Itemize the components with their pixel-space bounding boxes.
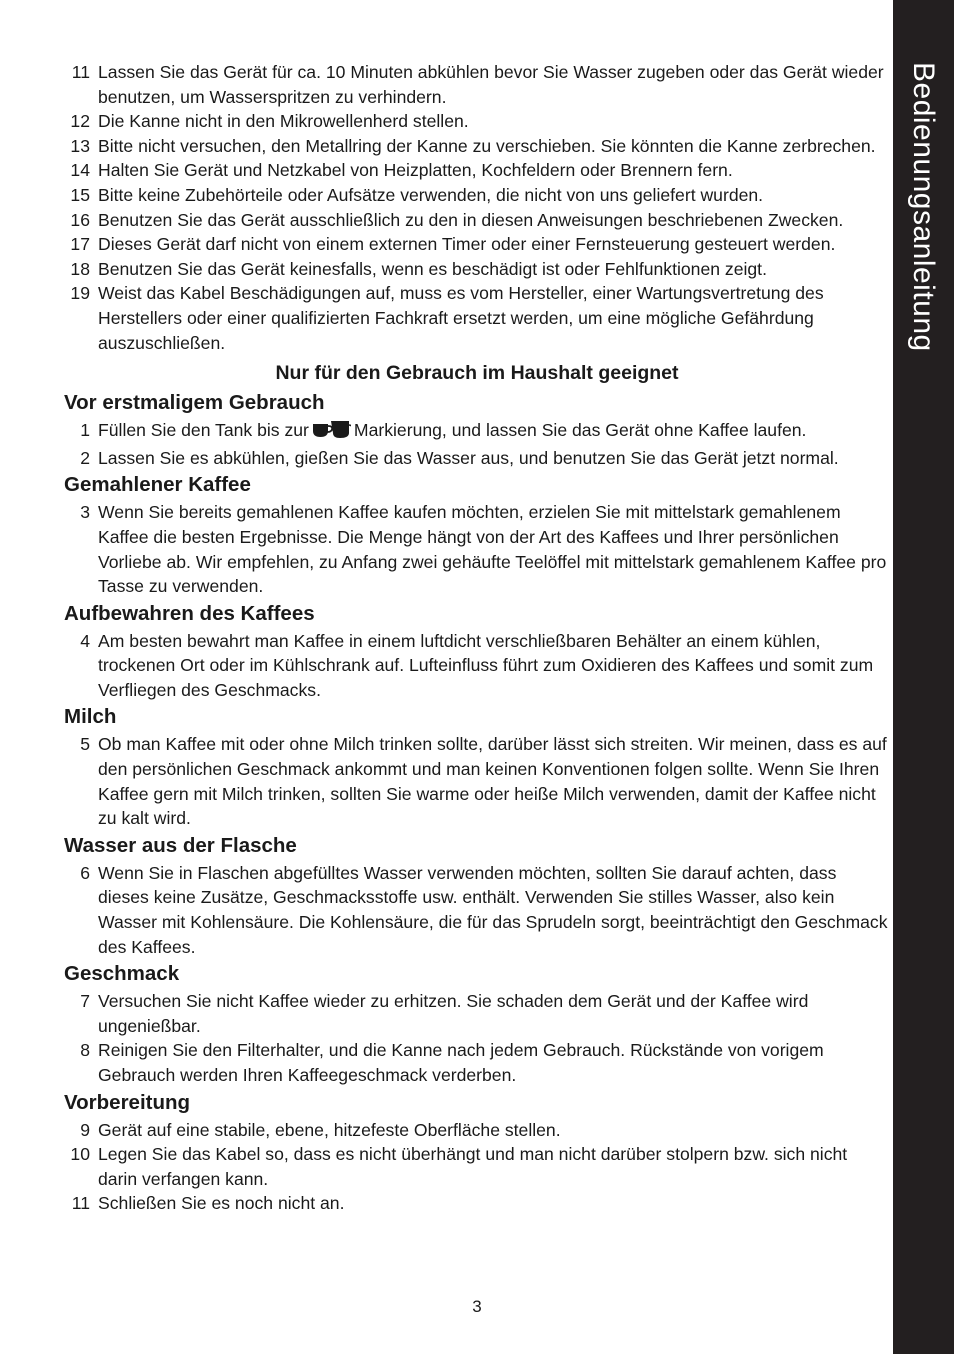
- list-item: [64, 732, 890, 830]
- item-text: Halten Sie Gerät und Netzkabel von Heizplatten, Kochfeldern oder Brennern fern.: [98, 160, 733, 181]
- item-number: 11: [71, 1193, 90, 1214]
- item-number: 8: [80, 1040, 90, 1061]
- item-text: Benutzen Sie das Gerät keinesfalls, wenn es beschädigt ist oder Fehlfunktionen zeigt.: [98, 258, 767, 279]
- list-item: [64, 232, 890, 257]
- list-item: [64, 183, 890, 208]
- item-text: Ob man Kaffee mit oder ohne Milch trinken sollte, darüber lässt sich streiten. Wir meinen, dass es auf den persönlichen Geschmack ankommt und man keinen Konventionen folgen sollte. Wenn Sie Ihren Kaffee gern mit Milch trinken, sollten Sie warme oder heiße Milch verwenden, damit der Kaffee nicht zu kalt wird.: [98, 734, 887, 829]
- item-number: 19: [70, 283, 90, 304]
- page-content: [64, 60, 890, 1216]
- item-text: Lassen Sie das Gerät für ca. 10 Minuten abkühlen bevor Sie Wasser zugeben oder das Gerät wieder benutzen, um Wasserspritzen zu verhindern.: [98, 62, 884, 107]
- item-text: Legen Sie das Kabel so, dass es nicht überhängt und man nicht darüber stolpern bzw. sich nicht darin verfangen kann.: [98, 1144, 848, 1189]
- item-text: Bitte keine Zubehörteile oder Aufsätze verwenden, die nicht von uns geliefert wurden.: [98, 184, 764, 205]
- item-text: Wenn Sie in Flaschen abgefülltes Wasser verwenden möchten, sollten Sie darauf achten, dass dieses keine Zusätze, Geschmacksstoffe usw. enthält. Verwenden Sie stilles Wasser, also kein Wasser mit Kohlensäure. Die Kohlensäure, die für das Sprudeln sorgt, beeinträchtigt den Geschmack des Kaffees.: [98, 862, 888, 957]
- item-number: 5: [80, 734, 90, 755]
- item-text: Wenn Sie bereits gemahlenen Kaffee kaufen möchten, erzielen Sie mit mittelstark gemahlenem Kaffee die besten Ergebnisse. Die Menge hängt von der Art des Kaffees und Ihrer persönlichen Vorliebe ab. Wir empfehlen, zu Anfang zwei gehäufte Teelöffel mit mittelstark gemahlenem Kaffee pro Tasse zu verwenden.: [98, 502, 887, 597]
- list-item: [64, 257, 890, 282]
- section-heading-bottled-water: Wasser aus der Flasche: [64, 833, 297, 857]
- item-number: 13: [70, 135, 90, 156]
- section-heading-storage: Aufbewahren des Kaffees: [64, 601, 315, 625]
- list-item: [64, 158, 890, 183]
- item-number: 17: [70, 234, 90, 255]
- list-item: [64, 629, 890, 703]
- item-number: 18: [70, 258, 90, 279]
- list-item: [64, 500, 890, 598]
- item-text-before: Füllen Sie den Tank bis zur: [98, 420, 309, 441]
- page-number: 3: [472, 1297, 482, 1316]
- list-item: [64, 861, 890, 959]
- item-number: 11: [71, 62, 90, 82]
- safety-list: [64, 60, 890, 355]
- item-text: [90, 418, 890, 446]
- list-item: [64, 60, 890, 109]
- item-number: 6: [80, 862, 90, 883]
- list-item: [64, 1191, 890, 1216]
- section-heading-preparation: Vorbereitung: [64, 1090, 191, 1114]
- list-item: [64, 446, 890, 471]
- item-number: 12: [70, 111, 90, 132]
- list-item: [64, 208, 890, 233]
- item-number: 1: [80, 420, 90, 441]
- section-heading-milk: Milch: [64, 705, 117, 729]
- item-text: Dieses Gerät darf nicht von einem externen Timer oder einer Fernsteuerung gesteuert werden.: [98, 234, 836, 255]
- item-text: Schließen Sie es noch nicht an.: [98, 1193, 345, 1214]
- item-number: 15: [70, 184, 90, 205]
- section-heading-first-use: Vor erstmaligem Gebrauch: [64, 391, 325, 415]
- list-item: [64, 1038, 890, 1087]
- item-text-after: Markierung, und lassen Sie das Gerät ohne Kaffee laufen.: [353, 420, 807, 441]
- household-notice: Nur für den Gebrauch im Haushalt geeignet: [275, 362, 679, 385]
- sidebar-tab: [893, 0, 954, 1354]
- item-number: 14: [70, 160, 90, 181]
- section-heading-taste: Geschmack: [64, 962, 180, 986]
- item-text: Die Kanne nicht in den Mikrowellenherd stellen.: [98, 111, 469, 132]
- list-item: [64, 418, 890, 446]
- item-number: 16: [70, 209, 90, 230]
- item-text: Reinigen Sie den Filterhalter, und die Kanne nach jedem Gebrauch. Rückstände von vorigem Gebrauch werden Ihren Kaffeegeschmack verderben.: [98, 1040, 824, 1085]
- cup-marker-icon: [311, 419, 351, 446]
- item-text: Am besten bewahrt man Kaffee in einem luftdicht verschließbaren Behälter an einem kühlen, trockenen Ort oder im Kühlschrank auf. Lufteinfluss führt zum Oxidieren des Kaffees und somit zum Verfliegen des Geschmacks.: [98, 630, 874, 700]
- list-item: [64, 1142, 890, 1191]
- list-item: [64, 134, 890, 159]
- section-heading-ground-coffee: Gemahlener Kaffee: [64, 473, 251, 497]
- list-item: [64, 109, 890, 134]
- item-number: 3: [80, 502, 90, 523]
- item-text: Bitte nicht versuchen, den Metallring der Kanne zu verschieben. Sie könnten die Kanne zerbrechen.: [98, 135, 876, 156]
- sidebar-title: Bedienungsanleitung: [907, 62, 940, 352]
- item-number: 4: [80, 630, 90, 651]
- item-number: 9: [80, 1119, 90, 1140]
- list-item: [64, 1118, 890, 1143]
- item-text: Versuchen Sie nicht Kaffee wieder zu erhitzen. Sie schaden dem Gerät und der Kaffee wird ungenießbar.: [98, 991, 809, 1036]
- item-text: Gerät auf eine stabile, ebene, hitzefeste Oberfläche stellen.: [98, 1119, 561, 1140]
- item-number: 2: [80, 447, 90, 468]
- item-text: Benutzen Sie das Gerät ausschließlich zu den in diesen Anweisungen beschriebenen Zwecken.: [98, 209, 844, 230]
- item-text: Lassen Sie es abkühlen, gießen Sie das Wasser aus, und benutzen Sie das Gerät jetzt normal.: [98, 447, 839, 468]
- list-item: [64, 281, 890, 355]
- item-number: 10: [70, 1144, 90, 1165]
- item-number: 7: [80, 991, 90, 1012]
- item-text: Weist das Kabel Beschädigungen auf, muss es vom Hersteller, einer Wartungsvertretung des Herstellers oder einer qualifizierten Fachkraft ersetzt werden, um eine mögliche Gefährdung auszuschließen.: [98, 283, 824, 353]
- list-item: [64, 989, 890, 1038]
